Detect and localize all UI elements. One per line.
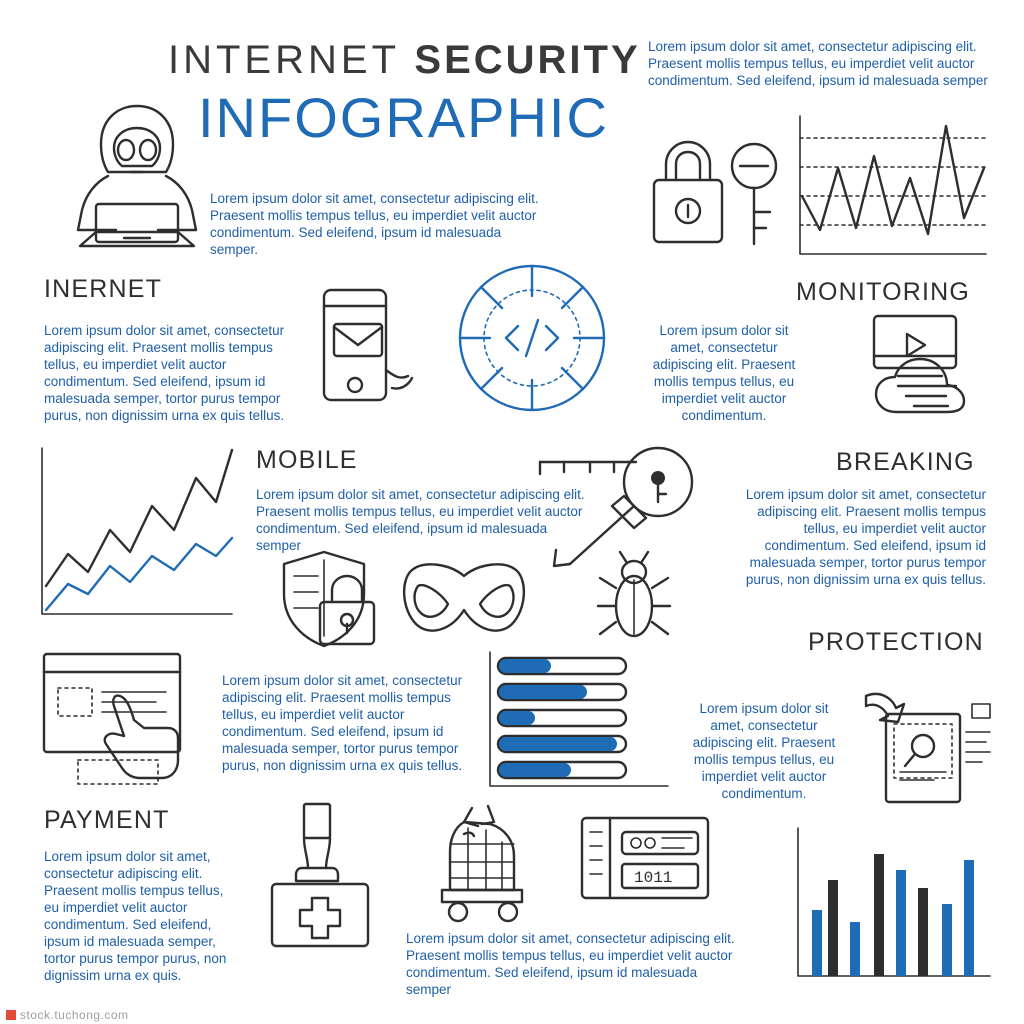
analytics-description: Lorem ipsum dolor sit amet, consectetur adipiscing elit. Praesent mollis tempus tellus, eu imperdiet velit auctor condimentum. Sed eleifend, ipsum id malesuada semper, tortor purus tempor purus, non dignissim urna ex quis tellus. bbox=[222, 673, 463, 773]
section-title-internet: INERNET bbox=[44, 275, 163, 303]
mobile-description: Lorem ipsum dolor sit amet, consectetur adipiscing elit. Praesent mollis tempus tellus, eu imperdiet velit auctor condimentum. Sed eleifend, ipsum id malesuada semper bbox=[256, 487, 585, 553]
protection-description: Lorem ipsum dolor sit amet, consectetur adipiscing elit. Praesent mollis tempus tellus, eu imperdiet velit auctor condimentum. bbox=[692, 701, 836, 801]
trojan-horse-icon bbox=[414, 800, 550, 924]
shield-lock-icon bbox=[274, 548, 384, 650]
mask-icon bbox=[400, 558, 528, 636]
page-subtitle: INFOGRAPHIC bbox=[198, 86, 609, 149]
section-title-monitoring: MONITORING bbox=[796, 278, 971, 306]
footer-bar-chart bbox=[792, 826, 992, 988]
watermark-logo-icon bbox=[6, 1010, 16, 1020]
watermark-text: stock.tuchong.com bbox=[20, 1008, 129, 1022]
payment-description: Lorem ipsum dolor sit amet, consectetur adipiscing elit. Praesent mollis tempus tellus, eu imperdiet velit auctor condimentum. Sed eleifend, ipsum id malesuada semper, tortor purus tempor purus, non dignissim urna ex quis. bbox=[44, 849, 227, 983]
hacker-laptop-icon bbox=[52, 88, 222, 258]
section-title-protection: PROTECTION bbox=[808, 628, 984, 656]
cloud-video-icon bbox=[852, 312, 992, 430]
section-title-mobile: MOBILE bbox=[256, 446, 358, 474]
header-intro-text: Lorem ipsum dolor sit amet, consectetur adipiscing elit. Praesent mollis tempus tellus, eu imperdiet velit auctor condimentum. Sed eleifend, ipsum id malesuada semper bbox=[648, 39, 988, 88]
watermark bbox=[0, 1006, 135, 1024]
monitoring-line-chart bbox=[796, 112, 988, 262]
growth-line-chart bbox=[36, 444, 236, 624]
section-title-payment: PAYMENT bbox=[44, 806, 170, 834]
page-title-plain: INTERNET bbox=[168, 38, 415, 82]
cursor-screen-icon bbox=[38, 648, 200, 790]
code-circle-icon bbox=[452, 258, 612, 418]
key-icon bbox=[718, 140, 790, 252]
internet-description: Lorem ipsum dolor sit amet, consectetur adipiscing elit. Praesent mollis tempus tellus, eu imperdiet velit auctor condimentum. Sed eleifend, ipsum id malesuada semper, tortor purus tempor purus, non dignissim urna ex quis tellus. bbox=[44, 323, 285, 423]
padlock-icon bbox=[648, 128, 728, 253]
monitoring-description: Lorem ipsum dolor sit amet, consectetur adipiscing elit. Praesent mollis tempus tellus, eu imperdiet velit auctor condimentum. bbox=[652, 323, 796, 423]
footer-description: Lorem ipsum dolor sit amet, consectetur adipiscing elit. Praesent mollis tempus tellus, eu imperdiet velit auctor condimentum. Sed eleifend, ipsum id malesuada semper bbox=[406, 931, 735, 997]
medical-bag-icon bbox=[258, 798, 382, 954]
horizontal-bar-chart bbox=[484, 650, 668, 792]
svg-text:1011: 1011 bbox=[634, 869, 673, 887]
hacker-description: Lorem ipsum dolor sit amet, consectetur adipiscing elit. Praesent mollis tempus tellus, eu imperdiet velit auctor condimentum. Sed eleifend, ipsum id malesuada semper. bbox=[210, 191, 539, 257]
document-search-icon bbox=[860, 688, 996, 808]
mobile-mail-icon bbox=[308, 284, 418, 414]
breaking-description: Lorem ipsum dolor sit amet, consectetur adipiscing elit. Praesent mollis tempus tellus, eu imperdiet velit auctor condimentum. Sed eleifend, ipsum id malesuada semper, tortor purus tempor purus, non dignissim urna ex quis tellus. bbox=[745, 487, 986, 587]
page-title bbox=[168, 38, 641, 83]
binary-device-icon bbox=[578, 812, 712, 908]
page-title-bold: SECURITY bbox=[414, 38, 641, 82]
section-title-breaking: BREAKING bbox=[836, 448, 975, 476]
bug-spider-icon bbox=[596, 548, 672, 648]
